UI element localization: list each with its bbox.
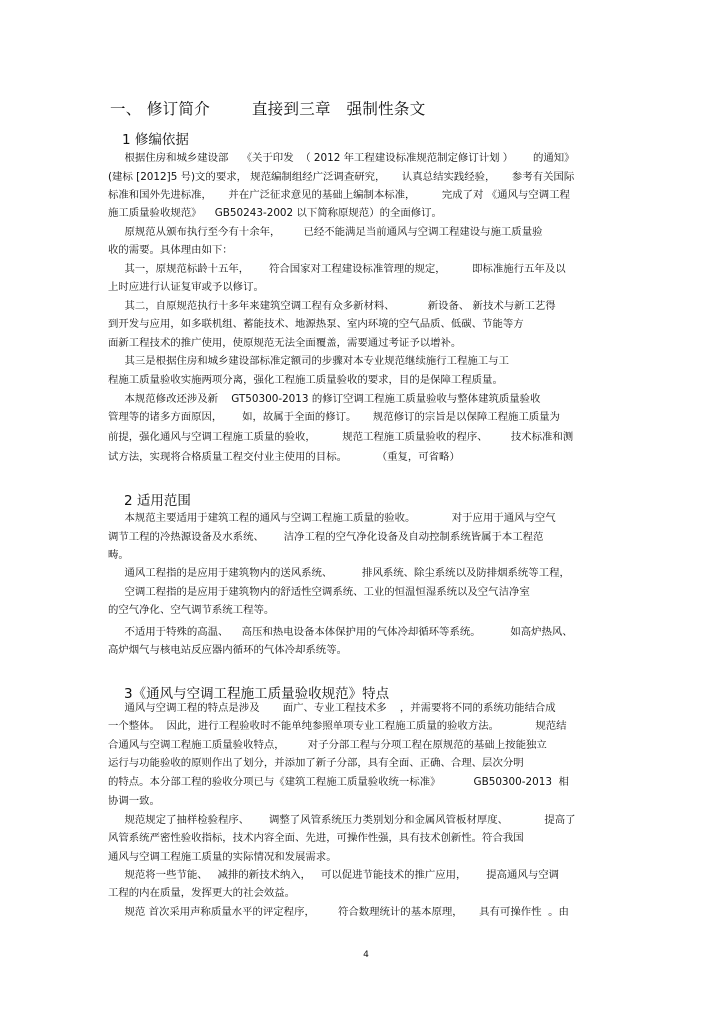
section-2-title: 2 适用范围 [124,493,191,509]
body-line: 规范 首次采用声称质量水平的评定程序， 符合数理统计的基本原理， 具有可操作性 。由 [108,906,569,918]
body-line: 标准和国外先进标准， 并在广泛征求意见的基础上编制本标准， 完成了对 《通风与空调工程 [108,189,570,201]
body-line: 本规范主要适用于建筑工程的通风与空调工程施工质量的验收。 对于应用于通风与空气 [108,512,556,524]
body-line: 工程的内在质量，发挥更大的社会效益。 [108,887,296,899]
body-line: 前提，强化通风与空调工程施工质量的验收， 规范工程施工质量验收的程序、 技术标准和测 [108,431,574,443]
body-line: 管理等的诸多方面原因， 如，故属于全面的修订。 规范修订的宗旨是以保障工程施工质量为 [108,411,560,423]
body-line: 不适用于特殊的高温、 高压和热电设备本体保护用的气体冷却循环等系统。 如高炉热风、 [108,626,573,638]
body-line: 高炉烟气与核电站反应器内循环的气体冷却系统等。 [108,644,347,656]
page-number: 4 [363,950,369,960]
body-line: 规范规定了抽样检验程序、 调整了风管系统压力类别划分和金属风管板材厚度、 提高了 [108,814,576,826]
body-line: 协调一致。 [108,795,160,807]
body-line: 原规范从颁布执行至今有十余年， 已经不能满足当前通风与空调工程建设与施工质量验 [108,226,543,238]
body-line: 上时应进行认证复审或予以修订。 [108,281,264,293]
body-line: 一个整体。 因此，进行工程验收时不能单纯参照单项专业工程施工质量的验收方法。 规范结 [108,720,567,732]
body-line: 通风工程指的是应用于建筑物内的送风系统、 排风系统、除尘系统以及防排烟系统等工程， [108,567,570,579]
section-3-title: 3《通风与空调工程施工质量验收规范》特点 [124,686,390,702]
body-line: 规范将一些节能、 减排的新技术纳入， 可以促进节能技术的推广应用， 提高通风与空调 [108,869,559,881]
body-line: 调节工程的冷热源设备及水系统、 洁净工程的空气净化设备及自动控制系统皆属于本工程范 [108,531,544,543]
body-line: 运行与功能验收的原则作出了划分，并添加了新子分部，具有全面、正确、合理、层次分明 [108,757,524,769]
page-heading: 一、 修订简介 直接到三章 强制性条文 [110,100,426,118]
body-line: 本规范修改还涉及新 GT50300-2013 的修订空调工程施工质量验收与整体建筑质量验收 [108,393,541,405]
section-1-title: 1 修编依据 [122,132,189,148]
body-line: 收的需要。具体理由如下： [108,244,233,256]
body-line: 程施工质量验收实施两项分离，强化工程施工质量验收的要求，目的是保障工程质量。 [108,374,503,386]
body-line: 根据住房和城乡建设部 《关于印发 （ 2012 年工程建设标准规范制定修订计划 ） 的通知》 [108,152,575,164]
body-line: 空调工程指的是应用于建筑物内的舒适性空调系统、工业的恒温恒湿系统以及空气洁净室 [108,586,530,598]
body-line: 的空气净化、空气调节系统工程等。 [108,604,275,616]
body-line: 通风与空调工程的特点是涉及 面广、专业工程技术多 ，并需要将不同的系统功能结合成 [108,702,556,714]
body-line: 合通风与空调工程施工质量验收特点， 对子分部工程与分项工程在原规范的基础上按能独立 [108,739,547,751]
body-line: 通风与空调工程施工质量的实际情况和发展需求。 [108,851,337,863]
body-line: 施工质量验收规范》 GB50243-2002 以下简称原规范）的全面修订。 [108,207,442,219]
body-line: 试方法，实现将合格质量工程交付业主使用的目标。 （重复，可省略） [108,451,460,463]
body-line: 面新工程技术的推广使用，使原规范无法全面覆盖，需要通过考证予以增补。 [108,337,462,349]
body-line: 其二，自原规范执行十多年来建筑空调工程有众多新材料、 新设备、 新技术与新工艺得 [108,300,556,312]
body-line: 到开发与应用，如多联机组、蓄能技术、地源热泵、室内环境的空气品质、低碳、节能等方 [108,318,524,330]
body-line: 风管系统严密性验收指标，技术内容全面、先进，可操作性强，具有技术创新性。符合我国 [108,832,524,844]
body-line: 的特点。本分部工程的验收分项已与《建筑工程施工质量验收统一标准》 GB50300-2013 相 [108,776,569,788]
body-line: 其三是根据住房和城乡建设部标准定额司的步骤对本专业规范继续施行工程施工与工 [108,355,509,367]
body-line: 其一，原规范标龄十五年， 符合国家对工程建设标准管理的规定， 即标准施行五年及以 [108,263,566,275]
body-line: (建标 [2012]5 号)文的要求， 规范编制组经广泛调查研究， 认真总结实践经验， 参考有关国际 [108,171,575,183]
body-line: 畴。 [108,549,129,561]
